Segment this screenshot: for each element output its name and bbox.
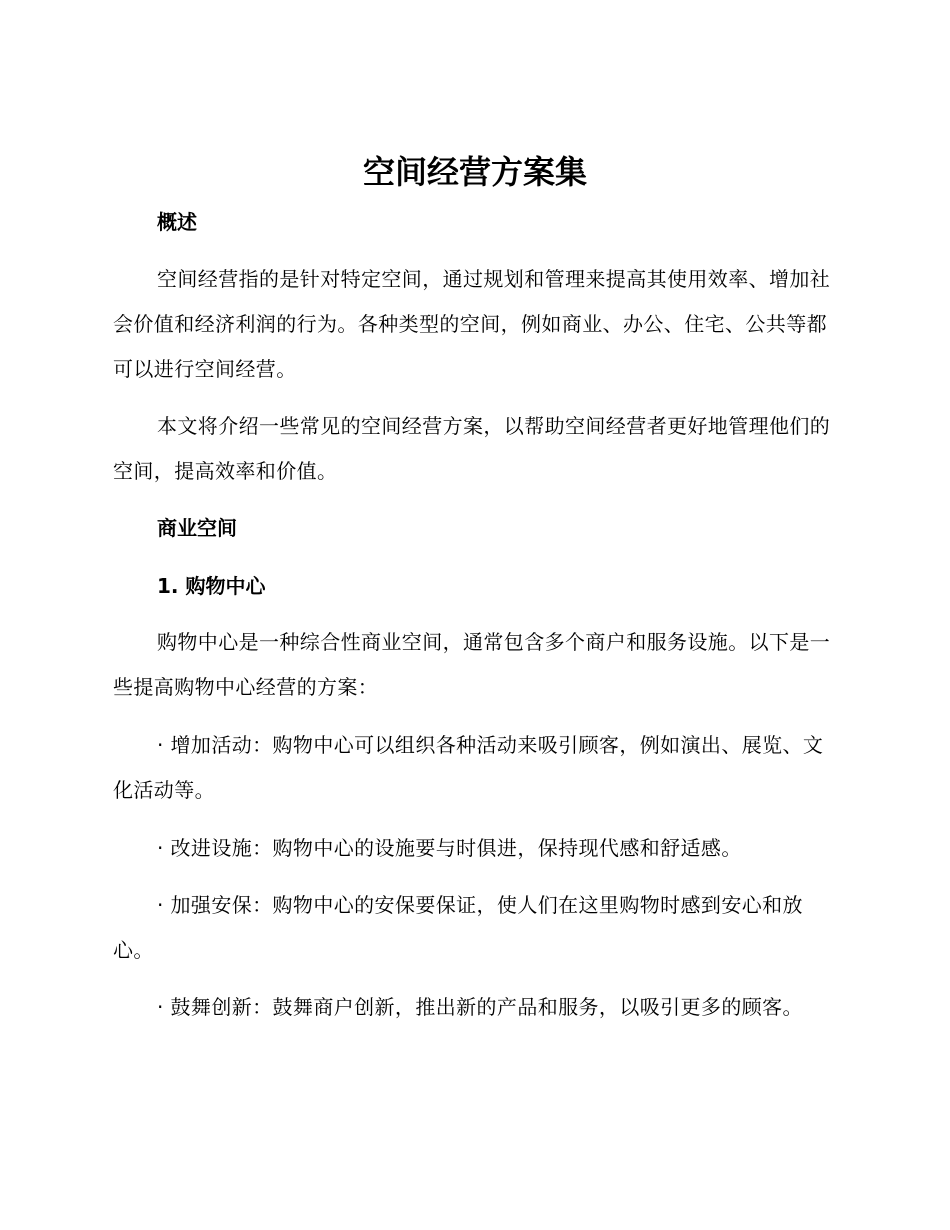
shopping-mall-intro: 购物中心是一种综合性商业空间，通常包含多个商户和服务设施。以下是一些提高购物中心经营的方案： bbox=[113, 630, 831, 699]
mall-point-facilities: · 改进设施：购物中心的设施要与时俱进，保持现代感和舒适感。 bbox=[157, 836, 742, 860]
shopping-mall-heading: 1. 购物中心 bbox=[157, 574, 266, 598]
mall-point-activities: · 增加活动：购物中心可以组织各种活动来吸引顾客，例如演出、展览、文化活动等。 bbox=[113, 733, 824, 802]
document-title: 空间经营方案集 bbox=[362, 153, 587, 191]
overview-paragraph-2: 本文将介绍一些常见的空间经营方案，以帮助空间经营者更好地管理他们的空间，提高效率和价值。 bbox=[113, 414, 831, 483]
commercial-space-heading: 商业空间 bbox=[157, 516, 237, 540]
mall-point-innovation: · 鼓舞创新：鼓舞商户创新，推出新的产品和服务，以吸引更多的顾客。 bbox=[157, 995, 803, 1019]
mall-point-security: · 加强安保：购物中心的安保要保证，使人们在这里购物时感到安心和放心。 bbox=[113, 893, 803, 962]
overview-heading: 概述 bbox=[157, 210, 197, 234]
overview-paragraph-1: 空间经营指的是针对特定空间，通过规划和管理来提高其使用效率、增加社会价值和经济利润的行为。各种类型的空间，例如商业、办公、住宅、公共等都可以进行空间经营。 bbox=[113, 267, 831, 381]
